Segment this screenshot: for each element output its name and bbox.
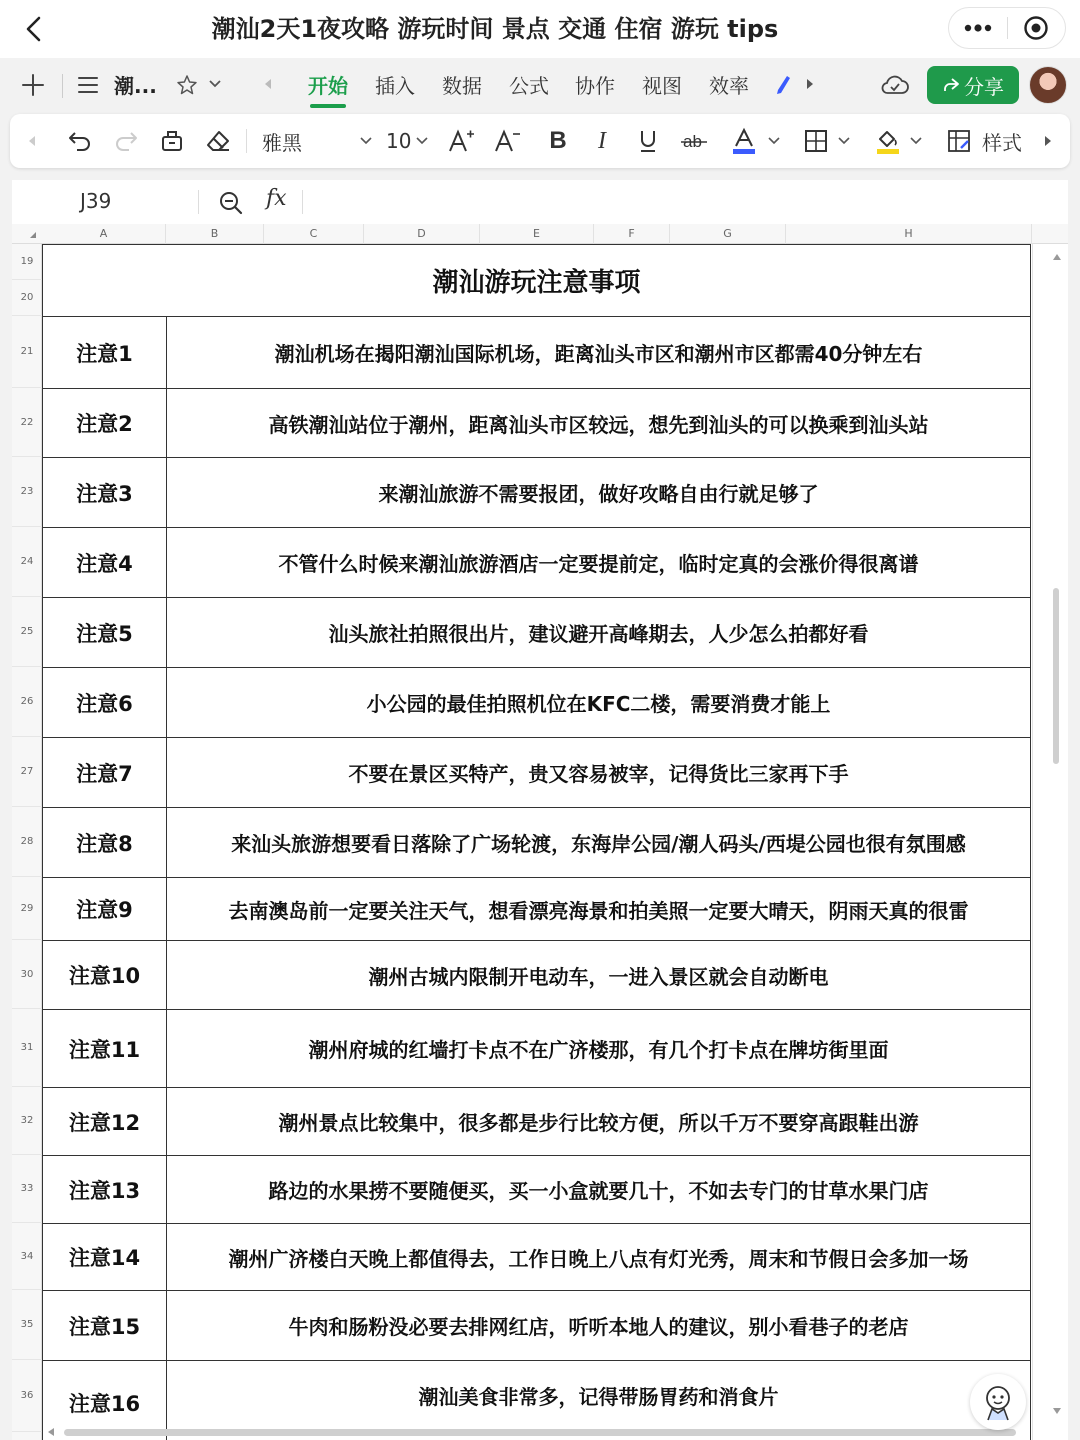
scroll-down-icon[interactable]: [1052, 1406, 1062, 1416]
zoom-out-icon[interactable]: [218, 190, 244, 216]
back-arrow-icon[interactable]: [20, 14, 50, 44]
add-icon[interactable]: [20, 72, 46, 98]
bold-icon[interactable]: B: [549, 127, 567, 154]
tab-formula[interactable]: 公式: [509, 74, 549, 98]
chevron-down-icon: [768, 136, 780, 146]
chevron-down-icon: [360, 136, 372, 146]
note-label[interactable]: 注意8: [43, 808, 167, 877]
formula-divider: [198, 190, 199, 214]
column-header[interactable]: F: [594, 224, 670, 244]
note-text[interactable]: 路边的水果捞不要随便买，买一小盒就要几十，不如去专门的甘草水果门店: [268, 1179, 929, 1203]
table-row[interactable]: [42, 667, 1031, 737]
note-text[interactable]: 潮汕机场在揭阳潮汕国际机场，距离汕头市区和潮州市区都需40分钟左右: [274, 342, 923, 366]
style-label: 样式: [982, 130, 1022, 155]
share-icon: [942, 76, 960, 94]
row-header[interactable]: 30: [12, 940, 42, 1009]
spreadsheet-grid[interactable]: [12, 224, 1068, 1440]
doc-name[interactable]: 潮...: [114, 74, 157, 98]
tab-insert[interactable]: 插入: [375, 74, 415, 98]
horizontal-scrollbar[interactable]: [64, 1429, 1016, 1436]
note-text[interactable]: 潮州府城的红墙打卡点不在广济楼那，有几个打卡点在牌坊街里面: [308, 1038, 889, 1062]
table-row[interactable]: [42, 1087, 1031, 1155]
style-icon: [946, 128, 972, 154]
formula-bar: [12, 180, 1068, 224]
underline-icon[interactable]: [636, 127, 660, 155]
row-header[interactable]: 21: [12, 316, 42, 388]
svg-text:ab: ab: [683, 132, 702, 151]
column-header[interactable]: D: [364, 224, 480, 244]
table-row[interactable]: [42, 1009, 1031, 1087]
more-icon[interactable]: [949, 7, 1007, 49]
row-header[interactable]: 29: [12, 877, 42, 940]
title-bar: [0, 0, 1080, 58]
select-all-corner[interactable]: [30, 232, 36, 238]
table-row[interactable]: [42, 737, 1031, 807]
formula-divider: [302, 190, 303, 214]
star-icon[interactable]: [176, 74, 198, 96]
row-header[interactable]: 34: [12, 1223, 42, 1290]
table-row[interactable]: [42, 388, 1031, 457]
row-header[interactable]: 32: [12, 1087, 42, 1155]
row-header[interactable]: 36: [12, 1360, 42, 1432]
ai-pen-icon[interactable]: [774, 74, 792, 96]
row-header[interactable]: 26: [12, 667, 42, 737]
font-family-select[interactable]: [262, 127, 372, 155]
borders-button[interactable]: [804, 127, 850, 155]
menu-list-icon[interactable]: [76, 73, 100, 97]
note-label[interactable]: 注意13: [43, 1156, 167, 1223]
row-header[interactable]: 24: [12, 527, 42, 597]
cloud-sync-icon[interactable]: [880, 72, 910, 98]
font-family-value: 雅黑: [262, 130, 302, 155]
share-button[interactable]: [927, 66, 1019, 104]
table-title[interactable]: 潮汕游玩注意事项: [42, 244, 1031, 316]
fill-color-icon: [874, 127, 902, 155]
cell-reference[interactable]: J39: [80, 189, 112, 213]
chevron-down-icon: [838, 136, 850, 146]
table-row[interactable]: [42, 1360, 1031, 1440]
active-tab-indicator: [310, 104, 346, 108]
note-text[interactable]: 汕头旅社拍照很出片，建议避开高峰期去，人少怎么拍都好看: [328, 622, 869, 646]
note-text[interactable]: 来潮汕旅游不需要报团，做好攻略自由行就足够了: [378, 482, 819, 506]
table-row[interactable]: [42, 1223, 1031, 1290]
note-text[interactable]: 潮州景点比较集中，很多都是步行比较方便，所以千万不要穿高跟鞋出游: [278, 1111, 919, 1135]
note-label[interactable]: 注意5: [43, 598, 167, 667]
row-headers: [12, 244, 42, 1440]
table-row[interactable]: [42, 877, 1031, 940]
assistant-icon[interactable]: [970, 1374, 1026, 1430]
row-header[interactable]: 35: [12, 1290, 42, 1360]
row-header[interactable]: 28: [12, 807, 42, 877]
column-header[interactable]: B: [166, 224, 264, 244]
note-label[interactable]: 注意15: [43, 1291, 167, 1360]
format-painter-icon[interactable]: [158, 127, 186, 155]
note-text[interactable]: 来汕头旅游想要看日落除了广场轮渡，东海岸公园/潮人码头/西堤公园也很有氛围感: [231, 832, 966, 856]
borders-icon: [804, 129, 828, 153]
row-header[interactable]: 22: [12, 388, 42, 457]
note-text[interactable]: 潮州古城内限制开电动车，一进入景区就会自动断电: [368, 964, 829, 989]
row-header[interactable]: 23: [12, 457, 42, 527]
table-row[interactable]: [42, 1290, 1031, 1360]
grid-line: [1032, 244, 1033, 1440]
column-header[interactable]: C: [264, 224, 364, 244]
note-label[interactable]: 注意7: [43, 738, 167, 807]
table-row[interactable]: [42, 316, 1031, 388]
note-text[interactable]: 潮州广济楼白天晚上都值得去，工作日晚上八点有灯光秀，周末和节假日会多加一场: [228, 1246, 969, 1271]
row-header[interactable]: 33: [12, 1155, 42, 1223]
chevron-down-icon: [416, 136, 428, 146]
italic-icon[interactable]: I: [598, 127, 606, 154]
note-text[interactable]: 不要在景区买特产，贵又容易被宰，记得货比三家再下手: [348, 762, 849, 786]
table-row[interactable]: [42, 457, 1031, 527]
vertical-scrollbar[interactable]: [1053, 588, 1059, 764]
increase-font-icon[interactable]: [446, 127, 476, 155]
table-row[interactable]: [42, 527, 1031, 597]
row-header[interactable]: 20: [12, 280, 42, 316]
decrease-font-icon[interactable]: [492, 127, 522, 155]
window-title: 潮汕2天1夜攻略 游玩时间 景点 交通 住宿 游玩 tips: [211, 15, 779, 43]
redo-icon[interactable]: [112, 127, 140, 155]
note-text[interactable]: 潮汕美食非常多，记得带肠胃药和消食片: [418, 1385, 779, 1409]
note-label[interactable]: 注意12: [43, 1088, 167, 1155]
chevron-down-icon[interactable]: [208, 77, 222, 91]
tab-collaborate[interactable]: 协作: [575, 74, 615, 98]
row-header[interactable]: 27: [12, 737, 42, 807]
style-button[interactable]: [946, 127, 1022, 155]
menu-bar: [0, 58, 1080, 112]
row-header[interactable]: 19: [12, 244, 42, 280]
chevron-down-icon: [910, 136, 922, 146]
note-text[interactable]: 不管什么时候来潮汕旅游酒店一定要提前定，临时定真的会涨价得很离谱: [278, 552, 919, 576]
column-header[interactable]: H: [786, 224, 1032, 244]
note-label[interactable]: 注意3: [43, 458, 167, 527]
row-header[interactable]: 31: [12, 1009, 42, 1087]
note-label[interactable]: 注意1: [43, 317, 167, 388]
scroll-left-icon[interactable]: [262, 78, 274, 90]
format-toolbar: [10, 114, 1070, 168]
fill-color-button[interactable]: [874, 127, 922, 155]
tab-start[interactable]: 开始: [308, 74, 348, 98]
table-row[interactable]: [42, 940, 1031, 1009]
column-header[interactable]: G: [670, 224, 786, 244]
font-color-icon: [730, 127, 758, 155]
eraser-icon[interactable]: [204, 127, 232, 155]
mini-program-capsule: [948, 7, 1066, 49]
close-target-icon[interactable]: [1007, 7, 1065, 49]
note-text[interactable]: 去南澳岛前一定要关注天气，想看漂亮海景和拍美照一定要大晴天，阴雨天真的很雷: [228, 898, 969, 923]
table-row[interactable]: [42, 597, 1031, 667]
note-text[interactable]: 牛肉和肠粉没必要去排网红店，听听本地人的建议，别小看巷子的老店: [288, 1315, 909, 1339]
tab-efficiency[interactable]: 效率: [709, 74, 749, 98]
note-label[interactable]: 注意11: [43, 1010, 167, 1087]
strikethrough-icon[interactable]: [680, 127, 708, 155]
fx-icon[interactable]: fx: [266, 186, 287, 211]
scroll-left-icon[interactable]: [46, 1427, 56, 1437]
menu-divider: [62, 74, 63, 98]
note-label[interactable]: 注意4: [43, 528, 167, 597]
toolbar-scroll-right-icon[interactable]: [1040, 127, 1056, 155]
tab-view[interactable]: 视图: [642, 74, 682, 98]
share-label: 分享: [964, 74, 1004, 99]
note-label[interactable]: 注意2: [43, 389, 167, 457]
note-label[interactable]: 注意14: [43, 1224, 167, 1290]
font-color-button[interactable]: [730, 127, 780, 155]
column-header[interactable]: E: [480, 224, 594, 244]
note-label[interactable]: 注意16: [43, 1361, 167, 1440]
toolbar-scroll-left-icon[interactable]: [24, 127, 40, 155]
table-row[interactable]: [42, 1155, 1031, 1223]
note-label[interactable]: 注意6: [43, 668, 167, 737]
tab-data[interactable]: 数据: [442, 74, 482, 98]
toolbar-divider: [246, 129, 247, 153]
note-text[interactable]: 小公园的最佳拍照机位在KFC二楼，需要消费才能上: [366, 692, 831, 716]
note-label[interactable]: 注意10: [43, 941, 167, 1009]
row-header[interactable]: 25: [12, 597, 42, 667]
note-label[interactable]: 注意9: [43, 878, 167, 940]
column-header[interactable]: A: [42, 224, 166, 244]
table-row[interactable]: [42, 807, 1031, 877]
scroll-right-icon[interactable]: [804, 78, 816, 90]
font-size-value: 10: [386, 129, 412, 153]
avatar[interactable]: [1029, 66, 1067, 104]
undo-icon[interactable]: [66, 127, 94, 155]
font-size-select[interactable]: [386, 127, 428, 155]
note-text[interactable]: 高铁潮汕站位于潮州，距离汕头市区较远，想先到汕头的可以换乘到汕头站: [268, 412, 929, 437]
column-headers: [12, 224, 1068, 244]
scroll-up-icon[interactable]: [1052, 252, 1062, 262]
